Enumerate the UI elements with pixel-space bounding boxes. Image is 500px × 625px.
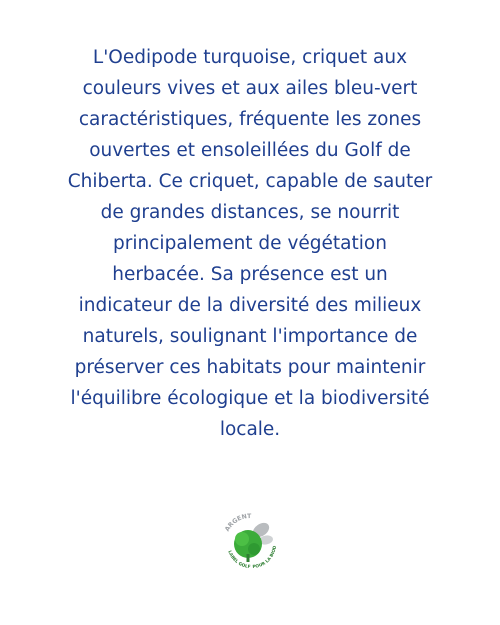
description-line: indicateur de la diversité des milieux xyxy=(78,295,422,316)
badge-right-text: POUR LA BIOD xyxy=(252,545,279,571)
description-line: herbacée. Sa présence est un xyxy=(112,264,388,285)
species-description xyxy=(40,42,460,445)
description-line: de grandes distances, se nourrit xyxy=(100,202,400,223)
description-line: l'équilibre écologique et la biodiversité xyxy=(70,388,430,409)
description-line: ouvertes et ensoleillées du Golf de xyxy=(89,140,411,161)
description-line: préserver ces habitats pour maintenir xyxy=(74,357,426,378)
description-line: principalement de végétation xyxy=(113,233,387,254)
description-line: Chiberta. Ce criquet, capable de sauter xyxy=(67,171,433,192)
badge-level-text: ARGENT xyxy=(223,512,252,533)
description-line: L'Oedipode turquoise, criquet aux xyxy=(92,47,408,68)
biodiversity-label-badge xyxy=(214,506,286,578)
tree-crown-shape xyxy=(235,532,249,546)
description-line: caractéristiques, fréquente les zones xyxy=(78,109,422,130)
description-line: locale. xyxy=(219,419,281,440)
tree-crown-shape xyxy=(248,543,260,555)
tree-leaf-icon xyxy=(214,506,286,578)
description-line: naturels, soulignant l'importance de xyxy=(82,326,418,347)
badge-left-text: LABEL GOLF xyxy=(226,550,251,571)
tree-trunk-shape xyxy=(247,554,250,562)
description-line: couleurs vives et aux ailes bleu-vert xyxy=(82,78,418,99)
